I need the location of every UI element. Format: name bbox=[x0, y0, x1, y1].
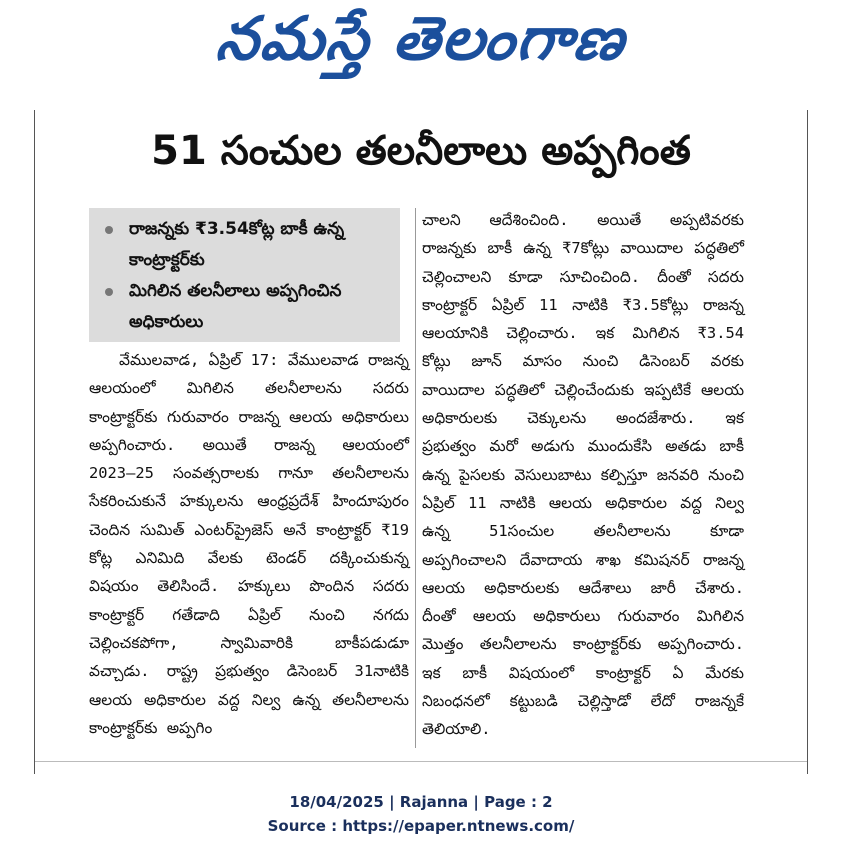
masthead-title: నమస్తే తెలంగాణ bbox=[213, 4, 630, 74]
column-divider bbox=[415, 208, 416, 748]
bottom-divider bbox=[35, 761, 807, 762]
highlights-box bbox=[89, 208, 400, 342]
article-headline: 51 సంచుల తలనీలాలు అప్పగింత bbox=[151, 128, 691, 174]
body-text-right: చాలని ఆదేశించింది. అయితే అప్పటివరకు రాజన్నకు బాకీ ఉన్న ₹7కోట్లు వాయిదాల పద్ధతిలో చెల్లించాలని కూడా సూచించింది. దీంతో సదరు కాంట్రాక్టర్ ఏప్రిల్ 11 నాటికి ₹3.5కోట్లు రాజన్న ఆలయానికి చెల్లించారు. ఇక మిగిలిన ₹3.54 కోట్లు జూన్ మాసం నుంచి డిసెంబర్ వరకు వాయిదాల పద్ధతిలో చెల్లించేందుకు ఇప్పటికే ఆలయ అధికారులకు చెక్కులను అందజేశారు. ఇక ప్రభుత్వం మరో అడుగు ముందుకేసి అతడు బాకీ ఉన్న పైసలకు వెసులుబాటు కల్పిస్తూ జనవరి నుంచి ఏప్రిల్ 11 నాటికి ఆలయ అధికారుల వద్ద నిల్వ ఉన్న 51సంచుల తలనీలాలను కూడా అప్పగించాలని దేవాదాయ శాఖ కమిషనర్ రాజన్న ఆలయ అధికారులకు ఆదేశాలు జారీ చేశారు. దీంతో ఆలయ అధికారులు గురువారం మిగిలిన మొత్తం తలనీలాలను కాంట్రాక్టర్‌కు అప్పగించారు. ఇక బాకీ విషయంలో కాంట్రాక్టర్ ఏ మేరకు నిబంధనలో కట్టుబడి చెల్లిస్తాడో లేదో రాజన్నకే తెలియాలి. bbox=[422, 211, 744, 739]
article-column-right bbox=[422, 206, 744, 744]
newspaper-masthead bbox=[0, 0, 842, 92]
highlight-text: మిగిలిన తలనీలాలు అప్పగించిన అధికారులు bbox=[129, 281, 342, 332]
body-text-left: వేములవాడ, ఏప్రిల్ 17: వేములవాడ రాజన్న ఆలయంలో మిగిలిన తలనీలాలను సదరు కాంట్రాక్టర్‌కు గురువారం రాజన్న ఆలయ అధికారులు అప్పగించారు. అయితే రాజన్న ఆలయంలో 2023–25 సంవత్సరాలకు గానూ తలనీలాలను సేకరించుకునే హక్కులను ఆంధ్రప్రదేశ్ హిందూపురం చెందిన సుమిత్ ఎంటర్‌ప్రైజెస్ అనే కాంట్రాక్టర్ ₹19 కోట్ల ఎనిమిది వేలకు టెండర్ దక్కించుకున్న విషయం తెలిసిందే. హక్కులు పొందిన సదరు కాంట్రాక్టర్ గతేడాది ఏప్రిల్ నుంచి నగదు చెల్లించకపోగా, స్వామివారికి బాకీపడుడూ వచ్చాడు. రాష్ట్ర ప్రభుత్వం డిసెంబర్ 31నాటికి ఆలయ అధికారుల వద్ద నిల్వ ఉన్న తలనీలాలను కాంట్రాక్టర్‌కు అప్పగిం bbox=[89, 351, 409, 737]
highlight-item bbox=[99, 214, 390, 276]
highlight-item bbox=[99, 276, 390, 338]
article-clipping bbox=[34, 110, 808, 774]
source-footer bbox=[0, 790, 842, 838]
source-link[interactable]: Source : https://epaper.ntnews.com/ bbox=[267, 817, 575, 835]
date-edition-page: 18/04/2025 | Rajanna | Page : 2 bbox=[289, 793, 553, 811]
bullet-icon bbox=[105, 226, 113, 234]
article-column-left bbox=[89, 346, 409, 742]
highlight-text: రాజన్నకు ₹3.54కోట్ల బాకీ ఉన్న కాంట్రాక్టర్‌కు bbox=[129, 219, 345, 270]
bullet-icon bbox=[105, 288, 113, 296]
